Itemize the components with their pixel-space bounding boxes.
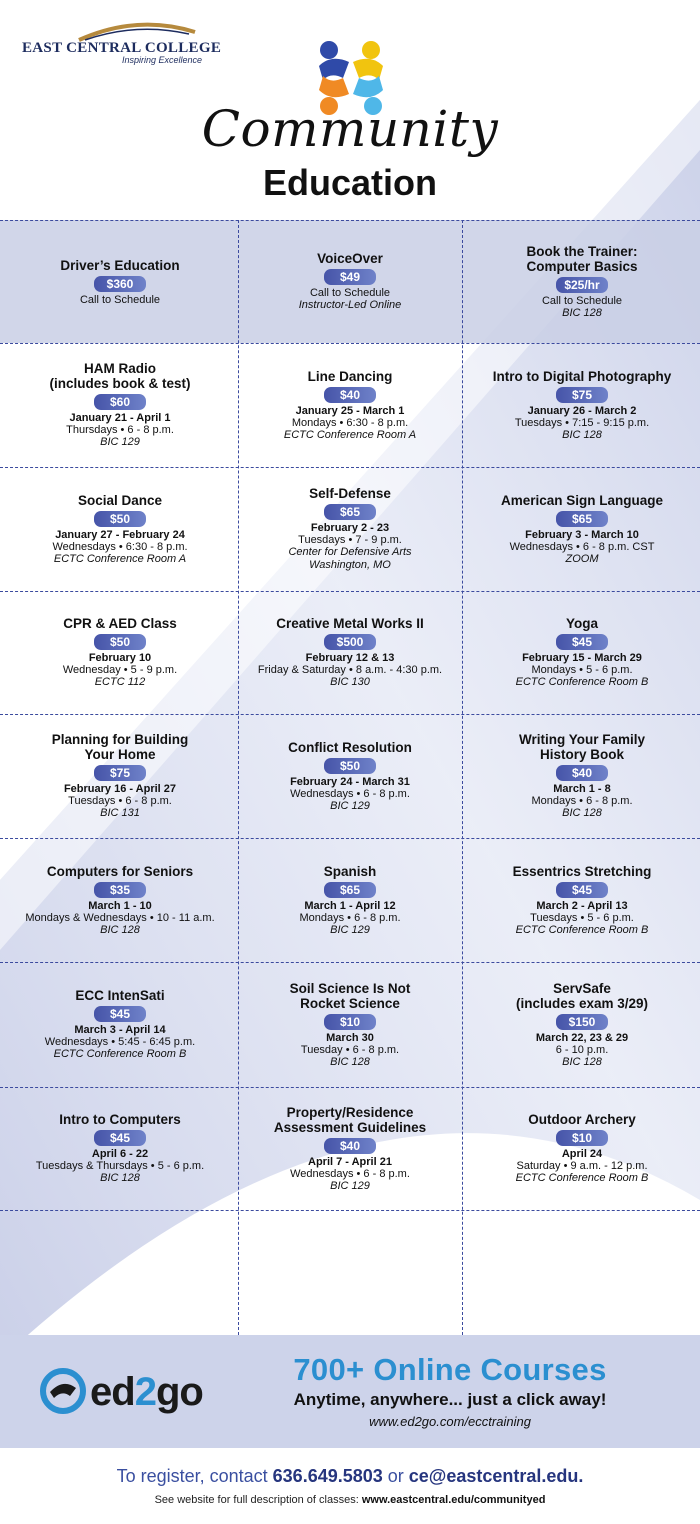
course-location: BIC 128: [562, 1055, 602, 1068]
course-location: ECTC Conference Room B: [515, 923, 649, 936]
course-dates: January 26 - March 2: [527, 404, 637, 417]
course-title: American Sign Language: [500, 492, 664, 508]
course-title: Driver’s Education: [60, 257, 180, 273]
course-dates: February 3 - March 10: [525, 528, 639, 541]
title-education: Education: [262, 162, 437, 203]
course-location: ECTC Conference Room B: [515, 1172, 649, 1184]
course-location: BIC 128: [330, 1055, 370, 1068]
course-location: BIC 128: [100, 923, 140, 936]
ed2go-wordmark: ed2go: [90, 1370, 203, 1414]
course-schedule: Mondays • 5 - 6 p.m.: [531, 664, 633, 676]
course-card[interactable]: [239, 714, 461, 838]
register-phone[interactable]: 636.649.5803: [272, 1466, 383, 1486]
course-card[interactable]: [466, 1087, 698, 1210]
course-location: BIC 129: [330, 799, 370, 812]
course-title: ECC IntenSati: [75, 988, 165, 1003]
course-schedule: Mondays • 6:30 - 8 p.m.: [291, 416, 409, 429]
course-card[interactable]: [239, 838, 461, 962]
course-location: BIC 128: [562, 306, 602, 319]
course-price-badge: $75: [94, 765, 146, 781]
course-price-badge: $45: [94, 1130, 146, 1146]
course-card[interactable]: [4, 591, 236, 714]
course-card[interactable]: [239, 343, 461, 467]
course-price-badge: $50: [94, 511, 146, 527]
course-schedule: Friday & Saturday • 8 a.m. - 4:30 p.m.: [257, 664, 443, 676]
course-price-badge: $60: [94, 394, 146, 410]
course-price-badge: $10: [324, 1014, 376, 1030]
ed2go-logo[interactable]: [40, 1368, 210, 1418]
course-price-badge: $360: [94, 276, 146, 292]
course-title: Soil Science Is Not Rocket Science: [289, 980, 411, 1011]
course-dates: January 27 - February 24: [55, 528, 185, 541]
course-price-badge: $75: [556, 387, 608, 403]
course-location: BIC 129: [330, 1179, 370, 1192]
college-tagline: Inspiring Excellence: [122, 55, 203, 65]
course-schedule: Tuesdays • 5 - 6 p.m.: [530, 911, 634, 924]
course-title: Planning for Building Your Home: [51, 732, 189, 762]
course-schedule: Wednesday • 5 - 9 p.m.: [62, 664, 178, 676]
course-card[interactable]: [466, 714, 698, 838]
course-schedule: Wednesdays • 6 - 8 p.m.: [290, 787, 410, 800]
course-dates: April 24: [561, 1148, 603, 1160]
course-schedule: Wednesdays • 5:45 - 6:45 p.m.: [44, 1036, 196, 1048]
website-url-link[interactable]: www.eastcentral.edu/communityed: [361, 1494, 546, 1506]
course-location: BIC 128: [562, 428, 602, 441]
course-price-badge: $45: [556, 634, 608, 650]
course-schedule: Call to Schedule: [541, 294, 623, 307]
course-schedule: Tuesdays • 6 - 8 p.m.: [68, 795, 172, 807]
course-card[interactable]: [4, 962, 236, 1087]
course-price-badge: $35: [94, 882, 146, 898]
course-title: Social Dance: [77, 492, 163, 508]
course-title: Self-Defense: [309, 486, 391, 501]
course-dates: February 12 & 13: [305, 652, 395, 664]
course-title: CPR & AED Class: [63, 616, 177, 631]
course-schedule: Tuesdays • 7:15 - 9:15 p.m.: [514, 416, 650, 429]
course-price-badge: $40: [556, 765, 608, 781]
course-card[interactable]: [466, 467, 698, 591]
course-location: ECTC Conference Room A: [53, 552, 187, 565]
course-schedule: Call to Schedule: [309, 287, 391, 299]
course-price-badge: $40: [324, 387, 376, 403]
promo-title: 700+ Online Courses: [293, 1352, 607, 1387]
course-title: Computers for Seniors: [46, 863, 194, 879]
course-schedule: Mondays • 6 - 8 p.m.: [299, 911, 401, 924]
course-schedule: Tuesday • 6 - 8 p.m.: [300, 1043, 400, 1056]
register-line: To register, contact 636.649.5803 or ce@eastcentral.edu.: [116, 1466, 584, 1486]
course-card[interactable]: [4, 343, 236, 467]
course-title: Conflict Resolution: [288, 739, 412, 755]
course-card[interactable]: [239, 467, 461, 591]
course-title: Outdoor Archery: [528, 1112, 636, 1127]
course-title: HAM Radio (includes book & test): [49, 361, 191, 391]
course-title: ServSafe (includes exam 3/29): [515, 980, 649, 1011]
course-price-badge: $50: [94, 634, 146, 650]
course-location: Center for Defensive Arts Washington, MO: [288, 546, 412, 571]
course-dates: March 1 - 10: [88, 899, 152, 912]
course-location: BIC 128: [562, 807, 602, 819]
course-title: Intro to Digital Photography: [492, 368, 672, 384]
course-card[interactable]: [466, 838, 698, 962]
course-card[interactable]: [239, 1087, 461, 1210]
title-community: Community: [201, 100, 499, 158]
course-title: Writing Your Family History Book: [518, 732, 645, 762]
course-schedule: Call to Schedule: [79, 293, 161, 306]
course-dates: February 10: [88, 652, 152, 664]
course-card[interactable]: [4, 1087, 236, 1210]
course-title: VoiceOver: [317, 251, 383, 266]
course-grid: [0, 220, 700, 1335]
course-location: BIC 129: [330, 923, 370, 936]
register-email[interactable]: ce@eastcentral.edu.: [408, 1466, 584, 1486]
course-price-badge: $50: [324, 758, 376, 774]
course-title: Spanish: [323, 863, 377, 879]
course-location: ECTC Conference Room A: [283, 428, 417, 441]
course-dates: February 2 - 23: [310, 522, 390, 534]
course-dates: February 24 - March 31: [290, 775, 410, 788]
course-dates: March 30: [326, 1031, 374, 1044]
course-dates: January 21 - April 1: [69, 412, 171, 424]
course-schedule: Wednesdays • 6:30 - 8 p.m.: [52, 540, 188, 553]
course-price-badge: $45: [556, 882, 608, 898]
course-card[interactable]: [4, 467, 236, 591]
course-location: ECTC Conference Room B: [515, 676, 649, 688]
course-title: Yoga: [565, 616, 598, 631]
course-card[interactable]: [239, 591, 461, 714]
course-card[interactable]: [239, 220, 461, 343]
course-title: Essentrics Stretching: [512, 863, 652, 879]
course-dates: March 3 - April 14: [74, 1024, 166, 1036]
course-price-badge: $45: [94, 1006, 146, 1022]
course-location: Instructor-Led Online: [298, 299, 402, 311]
college-name: EAST CENTRAL COLLEGE: [22, 40, 222, 56]
course-location: BIC 130: [330, 676, 370, 688]
course-price-badge: $500: [324, 634, 376, 650]
course-location: ZOOM: [565, 552, 599, 565]
promo-url-link[interactable]: www.ed2go.com/ecctraining: [369, 1414, 531, 1429]
course-title: Book the Trainer: Computer Basics: [526, 243, 638, 274]
course-dates: February 15 - March 29: [522, 652, 642, 664]
course-schedule: Wednesdays • 6 - 8 p.m.: [290, 1167, 410, 1180]
course-schedule: Tuesdays & Thursdays • 5 - 6 p.m.: [35, 1160, 205, 1172]
course-price-badge: $25/hr: [556, 277, 608, 293]
promo-subtitle: Anytime, anywhere... just a click away!: [293, 1390, 607, 1409]
course-location: BIC 129: [100, 436, 140, 448]
course-price-badge: $65: [324, 882, 376, 898]
course-dates: January 25 - March 1: [295, 404, 405, 417]
course-card[interactable]: [239, 962, 461, 1087]
course-title: Property/Residence Assessment Guidelines: [273, 1104, 427, 1135]
grid-divider: [462, 220, 463, 1335]
ed2go-swirl-icon: [40, 1368, 86, 1414]
course-card[interactable]: [4, 714, 236, 838]
course-price-badge: $10: [556, 1130, 608, 1146]
course-card[interactable]: [466, 220, 698, 343]
course-location: ECTC 112: [94, 676, 146, 688]
course-schedule: Saturday • 9 a.m. - 12 p.m.: [516, 1160, 648, 1172]
course-title: Intro to Computers: [59, 1112, 181, 1127]
college-arc-icon: [77, 20, 197, 42]
course-price-badge: $49: [324, 269, 376, 285]
course-schedule: Wednesdays • 6 - 8 p.m. CST: [509, 540, 655, 553]
course-price-badge: $65: [324, 504, 376, 520]
course-price-badge: $65: [556, 511, 608, 527]
course-schedule: 6 - 10 p.m.: [555, 1043, 609, 1056]
course-location: BIC 128: [100, 1172, 140, 1184]
course-card[interactable]: [4, 838, 236, 962]
course-title: Line Dancing: [307, 368, 393, 384]
course-card[interactable]: [466, 343, 698, 467]
course-location: ECTC Conference Room B: [53, 1048, 187, 1060]
course-price-badge: $150: [556, 1014, 608, 1030]
course-schedule: Mondays • 6 - 8 p.m.: [531, 795, 633, 807]
course-schedule: Tuesdays • 7 - 9 p.m.: [298, 534, 402, 546]
course-card[interactable]: [466, 962, 698, 1087]
course-dates: March 1 - 8: [553, 783, 611, 795]
course-title: Creative Metal Works II: [276, 616, 424, 631]
college-logo: [22, 20, 222, 70]
website-line: See website for full description of classes: www.eastcentral.edu/communityed: [154, 1494, 546, 1506]
course-dates: April 7 - April 21: [308, 1155, 392, 1168]
course-schedule: Thursdays • 6 - 8 p.m.: [66, 424, 174, 436]
course-dates: April 6 - 22: [91, 1148, 149, 1160]
course-card[interactable]: [4, 220, 236, 343]
course-price-badge: $40: [324, 1138, 376, 1154]
course-card[interactable]: [466, 591, 698, 714]
course-dates: February 16 - April 27: [63, 783, 177, 795]
course-dates: March 22, 23 & 29: [535, 1031, 629, 1044]
course-location: BIC 131: [100, 807, 140, 819]
course-schedule: Mondays & Wednesdays • 10 - 11 a.m.: [25, 911, 215, 924]
grid-divider: [0, 1210, 700, 1211]
course-dates: March 1 - April 12: [304, 899, 396, 912]
course-dates: March 2 - April 13: [536, 899, 628, 912]
